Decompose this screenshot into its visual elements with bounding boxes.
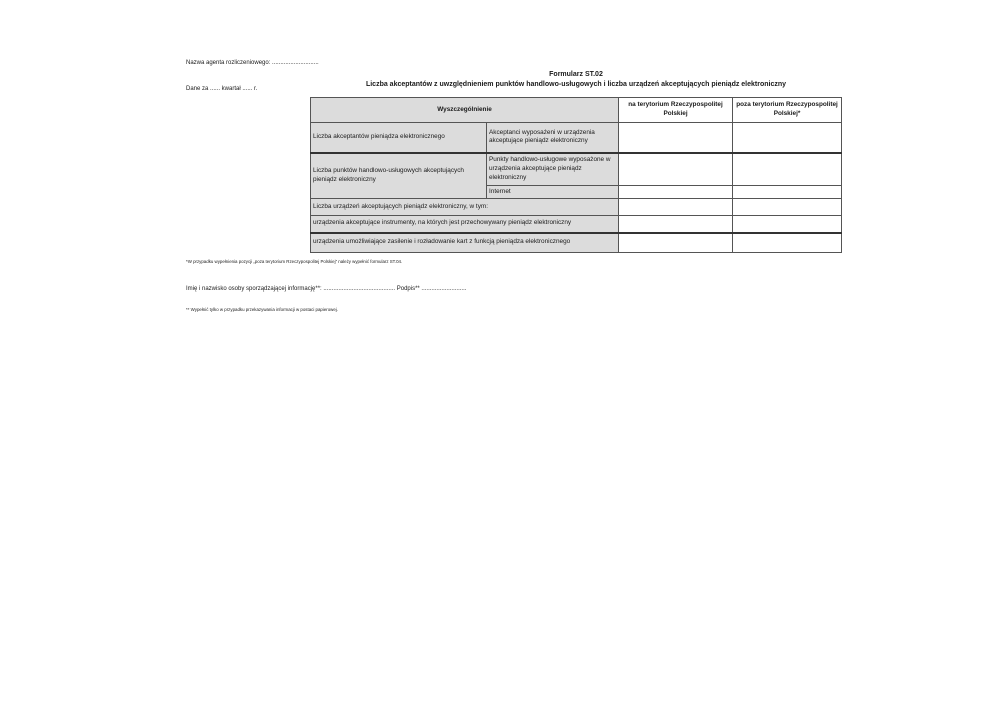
cell-acceptors-rp[interactable] [619,123,733,153]
footnote-abroad: *W przypadku wypełnienia pozycji „poza terytorium Rzeczypospolitej Polskiej” należy wypełnić formularz ST.04. [186,259,403,264]
st02-table [310,97,842,253]
cell-acceptors-abroad[interactable] [733,123,842,153]
cell-devices-instruments-abroad[interactable] [733,216,842,233]
row-devices-label: Liczba urządzeń akceptujących pieniądz elektroniczny, w tym: [311,199,619,216]
row-points-label: Liczba punktów handlowo-usługowych akceptujących pieniądz elektroniczny [311,153,487,199]
cell-devices-loading-rp[interactable] [619,233,733,253]
header-wyszczegolnienie: Wyszczególnienie [311,98,619,123]
cell-devices-loading-abroad[interactable] [733,233,842,253]
period-line: Dane za ...... kwartał ...... r. [186,86,258,92]
cell-devices-instruments-rp[interactable] [619,216,733,233]
footnote-paper: ** Wypełnić tylko w przypadku przekazywania informacji w postaci papierowej. [186,307,338,312]
agent-name-line: Nazwa agenta rozliczeniowego: ............................ [186,60,319,66]
cell-points-internet-rp[interactable] [619,186,733,199]
header-territory-rp: na terytorium Rzeczypospolitej Polskiej [619,98,733,123]
form-subtitle: Liczba akceptantów z uwzględnieniem punktów handlowo-usługowych i liczba urządzeń akceptujących pieniądz elektroniczny [365,81,787,88]
cell-devices-rp[interactable] [619,199,733,216]
form-title: Formularz ST.02 [549,71,603,78]
row-devices-loading-label: urządzenia umożliwiające zasilenie i rozładowanie kart z funkcją pieniądza elektronicznego [311,233,619,253]
header-territory-abroad: poza terytorium Rzeczypospolitej Polskiej* [733,98,842,123]
preparer-signature-line: Imię i nazwisko osoby sporządzającej informację**: ........................................... Podpis** ........................... [186,286,467,292]
cell-points-devices-rp[interactable] [619,153,733,186]
row-acceptors-sublabel: Akceptanci wyposażeni w urządzenia akceptujące pieniądz elektroniczny [487,123,619,153]
row-acceptors-label: Liczba akceptantów pieniądza elektronicznego [311,123,487,153]
row-points-sublabel-internet: Internet [487,186,619,199]
cell-points-internet-abroad[interactable] [733,186,842,199]
cell-points-devices-abroad[interactable] [733,153,842,186]
cell-devices-abroad[interactable] [733,199,842,216]
row-points-sublabel-devices: Punkty handlowo-usługowe wyposażone w urządzenia akceptujące pieniądz elektroniczny [487,153,619,186]
row-devices-instruments-label: urządzenia akceptujące instrumenty, na których jest przechowywany pieniądz elektroniczny [311,216,619,233]
